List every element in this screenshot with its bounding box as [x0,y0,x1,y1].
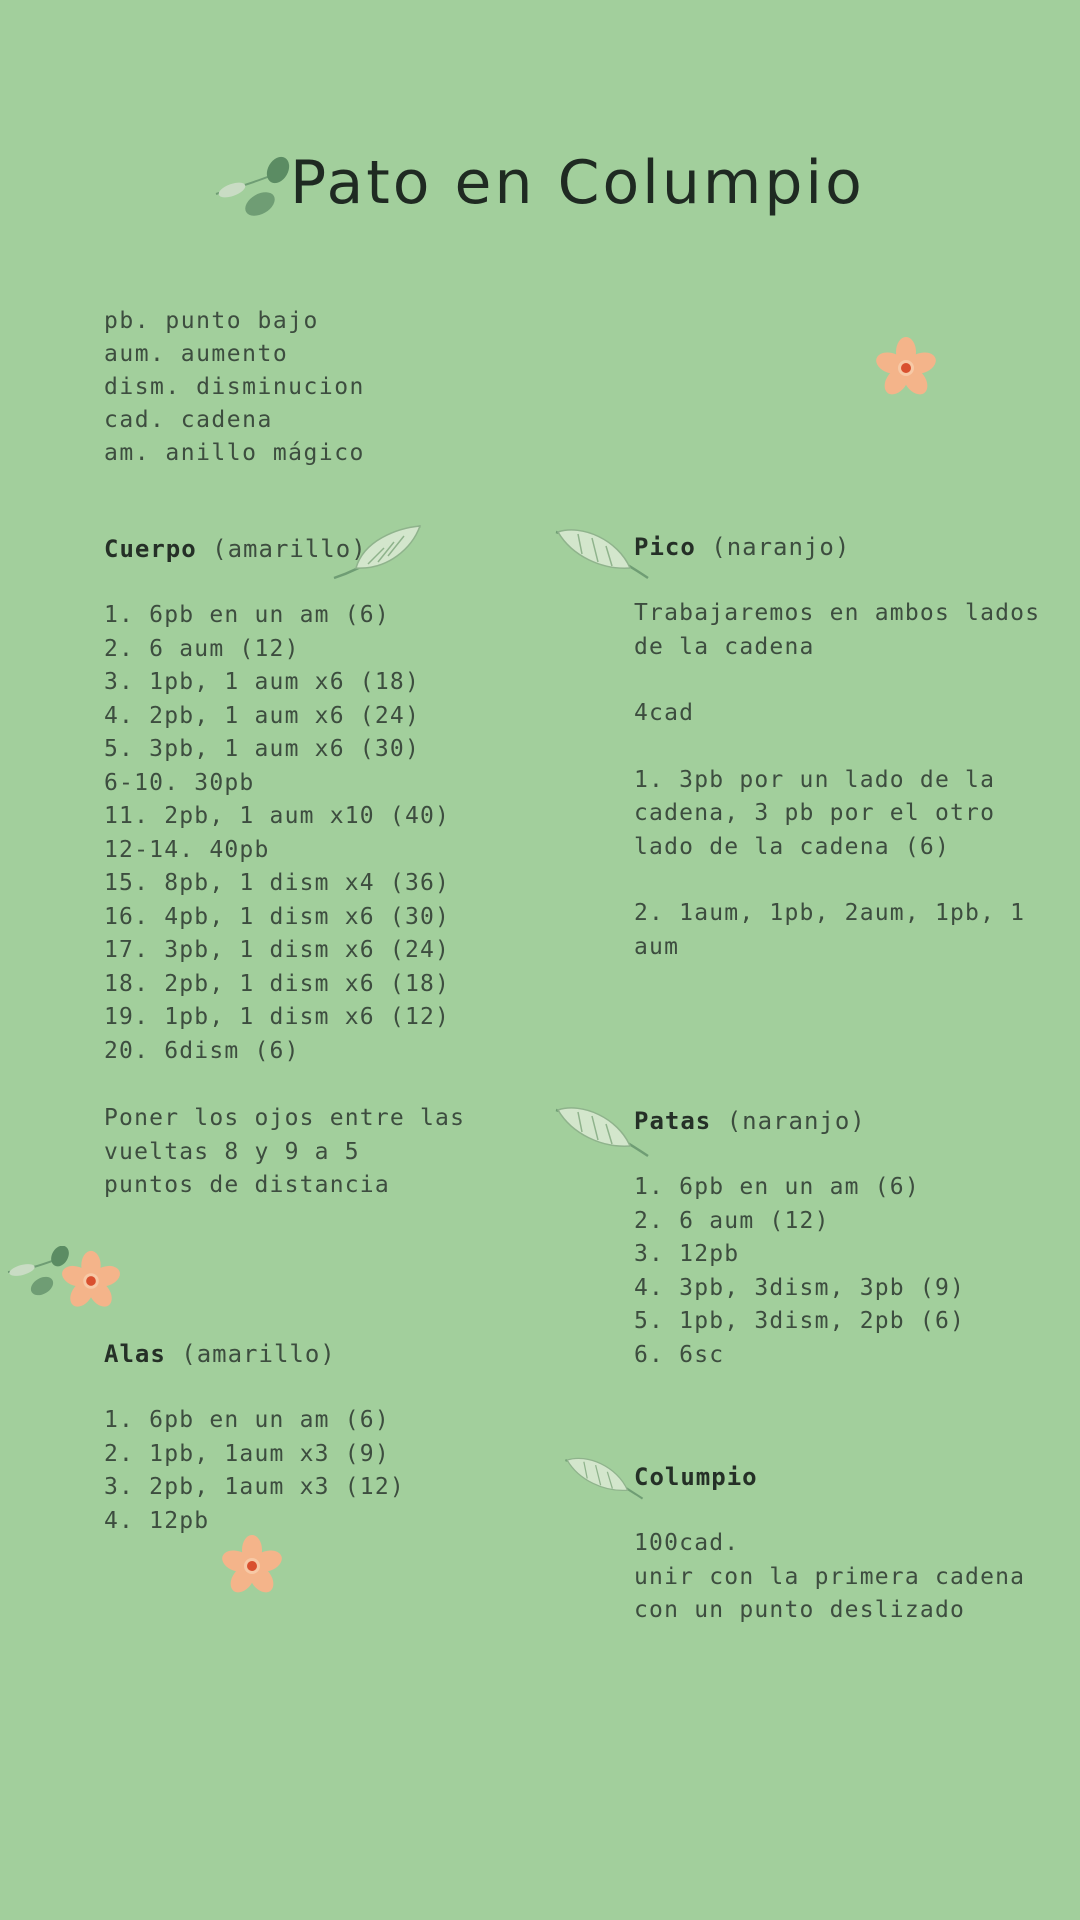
list-item: 2. 1pb, 1aum x3 (9) [104,1440,390,1467]
eyes-note [104,1102,465,1203]
list-item: 6-10. 30pb [104,769,255,796]
row-list [104,1404,405,1538]
note-line: Poner los ojos entre las [104,1105,466,1131]
note-line: puntos de distancia [104,1172,390,1198]
section-patas [634,1107,965,1372]
flower-icon [218,1532,286,1600]
abbreviation-item: am. anillo mágico [104,440,365,466]
abbreviation-legend [104,305,365,470]
pico-row-1 [634,764,1040,865]
leaf-sprig-icon [210,150,292,226]
feather-leaf-icon [328,518,428,584]
pico-row-2 [634,897,1040,964]
list-item: 12-14. 40pb [104,836,270,863]
list-item: 3. 2pb, 1aum x3 (12) [104,1474,405,1500]
row-list [634,1171,965,1372]
list-item: 4. 2pb, 1 aum x6 (24) [104,702,420,729]
list-item: 18. 2pb, 1 dism x6 (18) [104,970,451,997]
text-line: de la cadena [634,633,815,660]
columpio-lines [634,1527,1025,1628]
section-color: (amarillo) [181,1340,336,1368]
pico-intro [634,597,1040,664]
text-line: unir con la primera cadena [634,1563,1026,1590]
section-name: Cuerpo [104,535,197,563]
pico-start [634,697,1040,731]
text-line: Trabajaremos en ambos lados [634,600,1041,626]
flower-icon [58,1248,124,1314]
text-line: 100cad. [634,1530,740,1556]
list-item: 4. 12pb [104,1507,210,1534]
list-item: 15. 8pb, 1 dism x4 (36) [104,870,451,896]
flower-icon [872,334,940,402]
note-line: vueltas 8 y 9 a 5 [104,1138,360,1165]
row-list [104,599,465,1068]
list-item: 1. 6pb en un am (6) [634,1174,920,1200]
text-line: lado de la cadena (6) [634,833,950,860]
list-item: 2. 6 aum (12) [634,1207,830,1234]
section-heading [634,1463,1025,1491]
section-name: Patas [634,1107,712,1135]
list-item: 6. 6sc [634,1341,725,1368]
section-heading [634,1107,965,1135]
page-title: Pato en Columpio [290,148,865,218]
section-heading [104,1340,405,1368]
list-item: 5. 3pb, 1 aum x6 (30) [104,736,420,762]
section-color: (naranjo) [726,1107,866,1135]
list-item: 3. 1pb, 1 aum x6 (18) [104,669,420,695]
list-item: 16. 4pb, 1 dism x6 (30) [104,903,451,930]
list-item: 4. 3pb, 3dism, 3pb (9) [634,1274,966,1301]
list-item: 2. 6 aum (12) [104,635,300,662]
list-item: 20. 6dism (6) [104,1037,300,1064]
section-name: Alas [104,1340,166,1368]
section-name: Pico [634,533,696,561]
abbreviation-item: aum. aumento [104,341,289,367]
section-cuerpo [104,535,465,1203]
list-item: 11. 2pb, 1 aum x10 (40) [104,803,451,829]
text-line: 1. 3pb por un lado de la [634,766,996,793]
text-line: 2. 1aum, 1pb, 2aum, 1pb, 1 [634,900,1026,926]
abbreviation-item: pb. punto bajo [104,308,319,334]
section-color: (naranjo) [711,533,851,561]
section-alas [104,1340,405,1538]
list-item: 1. 6pb en un am (6) [104,1407,390,1433]
list-item: 5. 1pb, 3dism, 2pb (6) [634,1308,966,1334]
section-name: Columpio [634,1463,758,1491]
section-heading [634,533,1040,561]
text-line: aum [634,933,680,960]
section-columpio [634,1463,1025,1628]
section-color: (amarillo) [212,535,367,563]
abbreviation-item: dism. disminucion [104,374,365,400]
section-pico [634,533,1040,964]
list-item: 19. 1pb, 1 dism x6 (12) [104,1004,451,1030]
list-item: 17. 3pb, 1 dism x6 (24) [104,937,451,963]
list-item: 3. 12pb [634,1241,740,1267]
text-line: con un punto deslizado [634,1597,966,1623]
abbreviation-item: cad. cadena [104,407,273,433]
text-line: 4cad [634,700,695,726]
list-item: 1. 6pb en un am (6) [104,602,390,628]
text-line: cadena, 3 pb por el otro [634,800,996,826]
